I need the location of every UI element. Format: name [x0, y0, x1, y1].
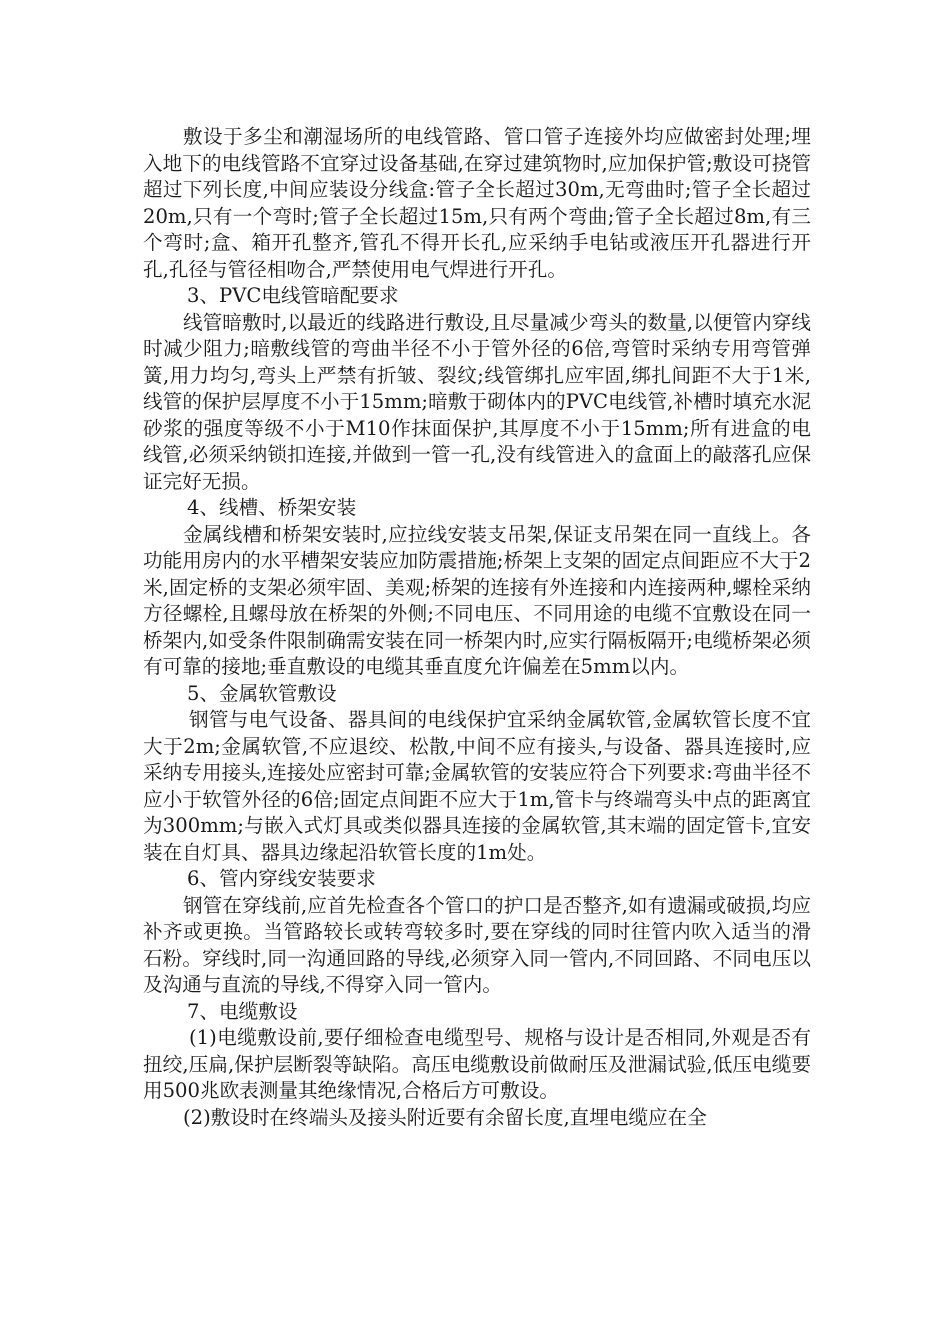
- document-body: [143, 124, 811, 1131]
- paragraph-wire-threading: 钢管在穿线前,应首先检查各个管口的护口是否整齐,如有遗漏或破损,均应补齐或更换。当管路较长或转弯较多时,要在穿线的同时往管内吹入适当的滑石粉。穿线时,同一沟通回路的导线,必须穿入同一管内,不同回路、不同电压以及沟通与直流的导线,不得穿入同一管内。: [143, 893, 811, 996]
- paragraph-cable-inspection: (1)电缆敷设前,要仔细检查电缆型号、规格与设计是否相同,外观是否有扭绞,压扁,保护层断裂等缺陷。高压电缆敷设前做耐压及泄漏试验,低压电缆要用500兆欧表测量其绝缘情况,合格后方可敷设。: [143, 1026, 811, 1102]
- section-heading-metal-hose: 5、金属软管敷设: [187, 681, 337, 705]
- paragraph-cable-slack: (2)敷设时在终端头及接头附近要有余留长度,直埋电缆应在全: [183, 1105, 707, 1129]
- paragraph-pvc-conduit: 线管暗敷时,以最近的线路进行敷设,且尽量减少弯头的数量,以便管内穿线时减少阻力;暗敷线管的弯曲半径不小于管外径的6倍,弯管时采纳专用弯管弹簧,用力均匀,弯头上严禁有折皱、裂纹;线管绑扎应牢固,绑扎间距不大于1米,线管的保护层厚度不小于15mm;暗敷于砌体内的PVC电线管,补槽时填充水泥砂浆的强度等级不小于M10作抹面保护,其厚度不小于15mm;所有进盒的电线管,必须采纳锁扣连接,并做到一管一孔,没有线管进入的盒面上的敲落孔应保证完好无损。: [143, 310, 811, 493]
- section-heading-cable-tray: 4、线槽、桥架安装: [187, 496, 357, 519]
- section-heading-pvc-conduit: 3、PVC电线管暗配要求: [187, 284, 399, 307]
- paragraph-conduit-sealing: 敷设于多尘和潮湿场所的电线管路、管口管子连接外均应做密封处理;埋入地下的电线管路不宜穿过设备基础,在穿过建筑物时,应加保护管;敷设可挠管超过下列长度,中间应装设分线盒:管子全长超过30m,无弯曲时;管子全长超过20m,只有一个弯时;管子全长超过15m,只有两个弯曲;管子全长超过8m,有三个弯时;盒、箱开孔整齐,管孔不得开长孔,应采纳手电钻或液压开孔器进行开孔,孔径与管径相吻合,严禁使用电气焊进行开孔。: [143, 125, 811, 281]
- paragraph-metal-hose: 钢管与电气设备、器具间的电线保护宜采纳金属软管,金属软管长度不宜大于2m;金属软管,不应退绞、松散,中间不应有接头,与设备、器具连接时,应采纳专用接头,连接处应密封可靠;金属软管的安装应符合下列要求:弯曲半径不应小于软管外径的6倍;固定点间距不应大于1m,管卡与终端弯头中点的距离宜为300mm;与嵌入式灯具或类似器具连接的金属软管,其末端的固定管卡,宜安装在自灯具、器具边缘起沿软管长度的1m处。: [143, 708, 811, 864]
- paragraph-cable-tray: 金属线槽和桥架安装时,应拉线安装支吊架,保证支吊架在同一直线上。各功能用房内的水平槽架安装应加防震措施;桥架上支架的固定点间距应不大于2米,固定桥的支架必须牢固、美观;桥架的连接有外连接和内连接两种,螺栓采纳方径螺栓,且螺母放在桥架的外侧;不同电压、不同用途的电缆不宜敷设在同一桥架内,如受条件限制确需安装在同一桥架内时,应实行隔板隔开;电缆桥架必须有可靠的接地;垂直敷设的电缆其垂直度允许偏差在5mm以内。: [143, 522, 811, 678]
- section-heading-cable-laying: 7、电缆敷设: [187, 999, 298, 1023]
- section-heading-wire-threading: 6、管内穿线安装要求: [187, 867, 376, 890]
